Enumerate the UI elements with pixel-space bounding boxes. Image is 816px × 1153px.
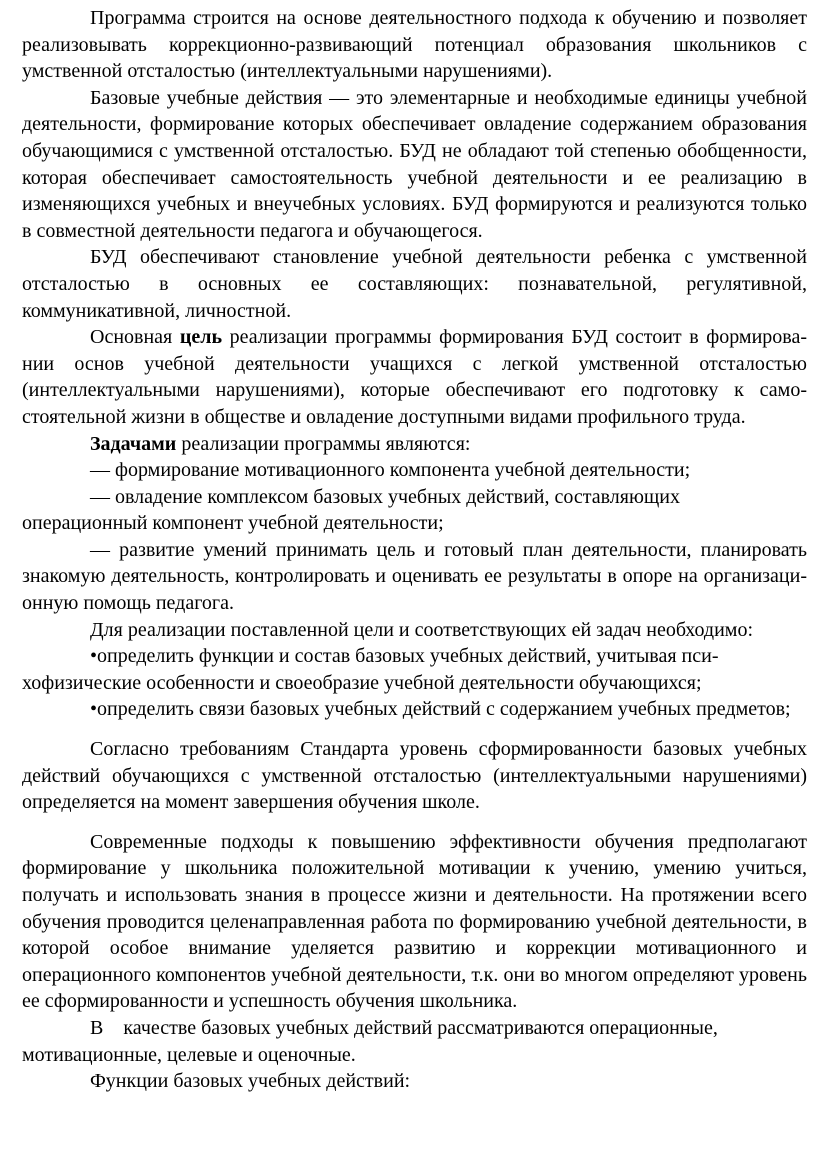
text-line: коммуникативной, личностной. [22,299,292,322]
paragraph [22,617,807,644]
text-line: Программа строится на основе деятельностного подхода к обучению и позволяет [90,7,807,29]
paragraph [22,736,807,816]
text-line: в совместной деятельности педагога и обучающегося. [22,219,483,242]
paragraph [22,85,807,245]
text-line: которая обеспечивает самостоятельность учебной деятельности и ее реализацию в [22,166,807,189]
text-line: знакомую деятельность, контролировать и оценивать ее результаты в опоре на организаци- [22,565,807,588]
text-line: Согласно требованиям Стандарта уровень сформированности базовых учебных [90,738,807,761]
text-line: •определить связи базовых учебных действий с содержанием учебных предметов; [90,698,791,721]
paragraph [22,457,807,484]
text-line: изменяющихся учебных и внеучебных условиях. БУД формируются и реализуются только [22,193,807,216]
text-line: умственной отсталостью (интеллектуальными нарушениями). [22,60,553,83]
text-line: определяется на момент завершения обучения школе. [22,791,480,814]
text-line: действий обучающихся с умственной отсталостью (интеллектуальными нарушениями) [22,764,807,787]
paragraph [22,5,807,85]
text-line: — овладение комплексом базовых учебных действий, составляющих [90,485,680,508]
text-line: Современные подходы к повышению эффективности обучения предполагают [90,830,807,853]
text-line: Основная цель реализации программы формирования БУД состоит в формирова- [90,326,807,349]
paragraph [22,431,807,458]
text-line: операционного компонентов учебной деятельности, т.к. они во многом определяют уровень [22,963,807,986]
text-line: ее сформированности и успешность обучения школьника. [22,990,518,1013]
text-line: БУД обеспечивают становление учебной деятельности ребенка с умственной [90,246,807,269]
text-line: отсталостью в основных ее составляющих: познавательной, регулятивной, [22,272,807,295]
text-line: Для реализации поставленной цели и соответствующих ей задач необходимо: [90,618,753,641]
text-line: •определить функции и состав базовых учебных действий, учитывая пси- [90,645,719,668]
text-line: нии основ учебной деятельности учащихся с легкой умственной отсталостью [22,352,807,375]
text-line: обучения проводится целенаправленная работа по формированию учебной деятельности, в [22,910,807,933]
paragraph [22,643,807,696]
document-content [22,5,807,1095]
paragraph [22,537,807,617]
text-line: (интеллектуальными нарушениями), которые обеспечивают его подготовку к само- [22,379,807,402]
paragraph [22,484,807,537]
text-line: В качестве базовых учебных действий рассматриваются операционные, [90,1016,718,1039]
text-line: формирование у школьника положительной мотивации к учению, умению учиться, [22,857,807,880]
paragraph [22,324,807,430]
text-line: операционный компонент учебной деятельности; [22,512,444,535]
text-line: получать и использовать знания в процессе жизни и деятельности. На протяжении всего [22,884,807,906]
text-line: — формирование мотивационного компонента учебной деятельности; [90,459,691,482]
text-line: которой особое внимание уделяется развитию и коррекции мотивационного и [22,937,807,960]
paragraph [22,829,807,1015]
paragraph [22,244,807,324]
text-line: Базовые учебные действия — это элементарные и необходимые единицы учебной [90,86,807,109]
paragraph [22,696,807,723]
text-line: онную помощь педагога. [22,592,235,615]
paragraph [22,1015,807,1068]
text-line: обучающимися с умственной отсталостью. БУД не обладают той степенью обобщенности, [22,139,807,162]
text-line: мотивационные, целевые и оценочные. [22,1043,356,1066]
text-line: реализовывать коррекционно-развивающий потенциал образования школьников с [22,33,807,56]
text-line: стоятельной жизни в обществе и овладение доступными видами профильного труда. [22,405,746,428]
text-line: Функции базовых учебных действий: [90,1070,411,1093]
paragraph [22,1068,807,1095]
text-line: Задачами реализации программы являются: [90,432,471,455]
text-line: хофизические особенности и своеобразие учебной деятельности обучающихся; [22,671,702,694]
text-line: — развитие умений принимать цель и готовый план деятельности, планировать [90,538,807,561]
text-line: деятельности, формирование которых обеспечивает овладение содержанием образования [22,113,807,136]
